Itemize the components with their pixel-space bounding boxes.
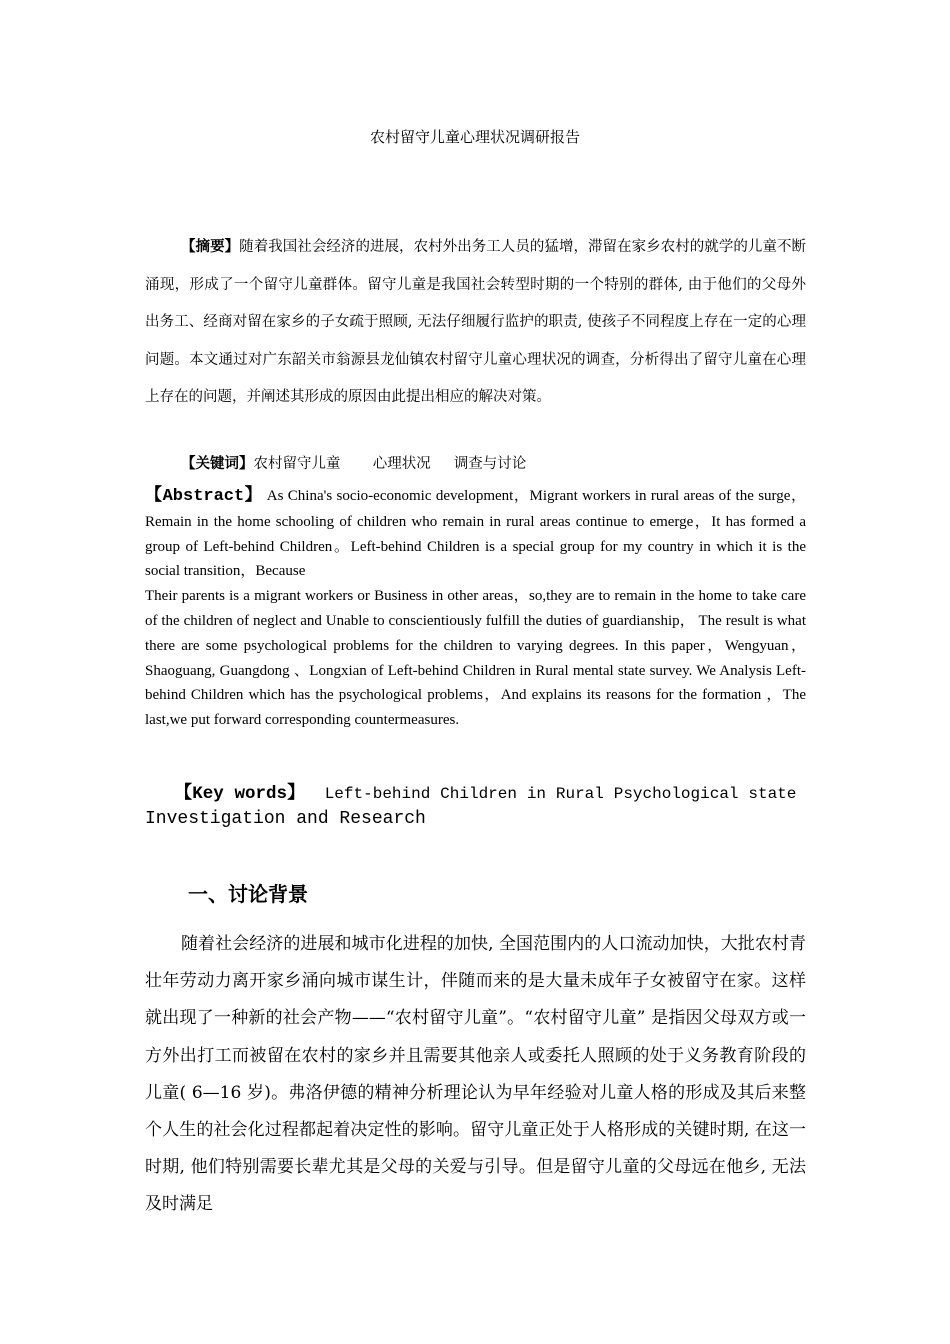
keyword-cn-1: 农村留守儿童	[253, 456, 341, 472]
section-heading: 一、讨论背景	[188, 882, 308, 906]
abstract-en-part1: As China's socio-economic development，Migrant workers in rural areas of the surge， Remain in the home schooling of children who remain in rural areas continue to emerge，It has formed a group of Left-behind Children。Left-behind Children is a special group for my country in which it is the social transition，Because	[145, 488, 807, 580]
keyword-cn-2: 心理状况	[372, 456, 431, 472]
abstract-cn	[145, 228, 806, 417]
abstract-en	[145, 484, 806, 733]
section-paragraph: 随着社会经济的进展和城市化进程的加快, 全国范围内的人口流动加快，大批农村青壮年劳动力离开家乡涌向城市谋生计，伴随而来的是大量未成年子女被留守在家。这样就出现了一种新的社会产物——“农村留守儿童”。“农村留守儿童” 是指因父母双方或一方外出打工而被留在农村的家乡并且需要其他亲人或委托人照顾的处于义务教育阶段的儿童( 6—16 岁)。弗洛伊德的精神分析理论认为早年经验对儿童人格的形成及其后来整个人生的社会化过程都起着决定性的影响。留守儿童正处于人格形成的关键时期, 在这一时期, 他们特别需要长辈尤其是父母的关爱与引导。但是留守儿童的父母远在他乡, 无法及时满足	[145, 934, 806, 1215]
keywords-cn	[181, 452, 526, 473]
keywords-cn-label: 【关键词】	[181, 455, 254, 472]
keyword-cn-3: 调查与讨论	[453, 456, 527, 472]
keywords-en-items-large: Investigation and Research	[145, 808, 426, 829]
abstract-en-part2: Their parents is a migrant workers or Business in other areas，so,they are to remain in the home to take care of the children of neglect and Unable to conscientiously fulfill the duties of guardianship， The result is what there are some psychological problems for the children to varying degrees. In this paper，Wengyuan，Shaoguang, Guangdong 、Longxian of Left-behind Children in Rural mental state survey. We Analysis Left-behind Children which has the psychological problems，And explains its reasons for the formation ，The last,we put forward corresponding countermeasures.	[145, 588, 806, 729]
keywords-en-items: Left-behind Children in Rural Psychological state	[324, 785, 797, 803]
abstract-cn-text: 随着我国社会经济的进展，农村外出务工人员的猛增，滞留在家乡农村的就学的儿童不断涌现，形成了一个留守儿童群体。留守儿童是我国社会转型时期的一个特别的群体, 由于他们的父母外出务工、经商对留在家乡的子女疏于照顾, 无法仔细履行监护的职责, 使孩子不同程度上存在一定的心理问题。本文通过对广东韶关市翁源县龙仙镇农村留守儿童心理状况的调查，分析得出了留守儿童在心理上存在的问题，并阐述其形成的原因由此提出相应的解决对策。	[145, 239, 807, 405]
abstract-en-label: 【Abstract】	[145, 487, 263, 506]
keywords-en-label: 【Key words】	[174, 784, 306, 804]
keywords-en	[145, 782, 806, 831]
abstract-cn-label: 【摘要】	[181, 238, 240, 255]
document-title: 农村留守儿童心理状况调研报告	[369, 128, 580, 146]
